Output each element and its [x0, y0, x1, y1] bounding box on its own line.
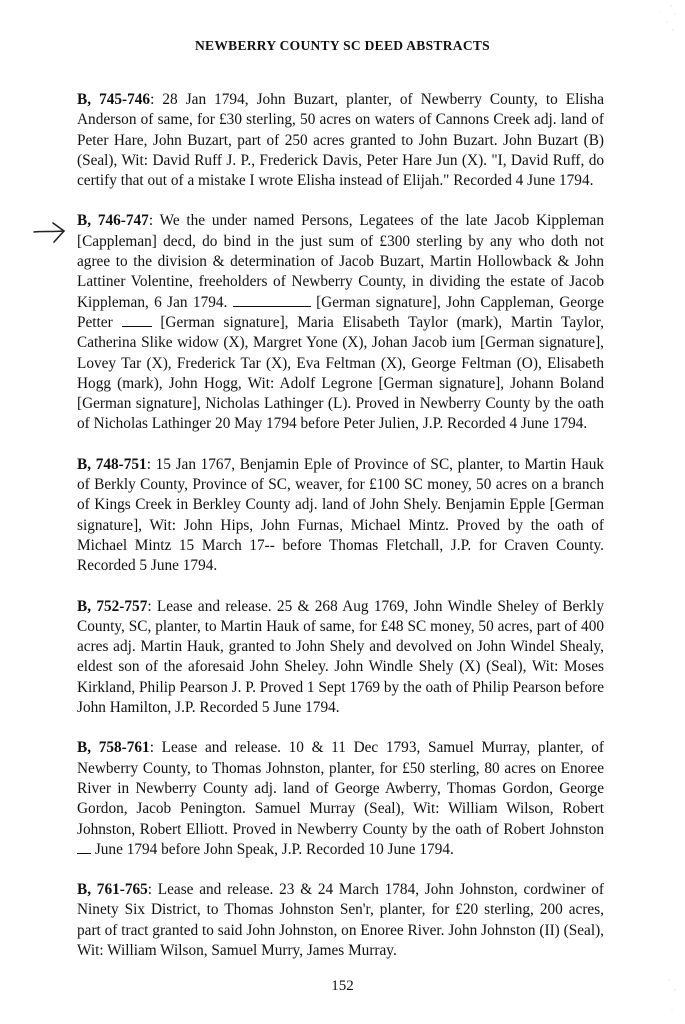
- deed-entry: [77, 90, 604, 191]
- deed-text: June 1794 before John Speak, J.P. Recorded 10 June 1794.: [91, 840, 454, 858]
- blank-line: [233, 294, 311, 307]
- deed-text: : Lease and release. 23 & 24 March 1784, John Johnston, cordwiner of Ninety Six District, to Thomas Johnston Sen'r, planter, for £20 sterling, 200 acres, part of tract granted to said John Johnston, on Enoree River. John Johnston (II) (Seal), Wit: William Wilson, Samuel Murry, James Murray.: [77, 881, 604, 959]
- deed-reference: B, 758-761: [77, 739, 150, 757]
- deed-reference: B, 745-746: [77, 91, 151, 108]
- scan-edge-noise: [649, 0, 679, 1024]
- page-title: NEWBERRY COUNTY SC DEED ABSTRACTS: [195, 38, 490, 53]
- blank-line: [77, 841, 91, 854]
- deed-text: : We the under named Persons, Legatees of the late Jacob Kippleman [Cappleman] decd, do bind in the just sum of £300 sterling by any who doth not agree to the division & determination of Jacob Buzart, Martin Hollowback & John Lattiner Volentine, freeholders of Newberry County, in dividing the estate of Jacob Kippleman, 6 Jan 1794.: [77, 212, 604, 311]
- page-number: 152: [331, 978, 354, 994]
- blank-line: [122, 314, 152, 327]
- deed-reference: B, 752-757: [77, 597, 148, 615]
- deed-abstracts: [77, 90, 604, 981]
- deed-text: : Lease and release. 25 & 268 Aug 1769, John Windle Sheley of Berkly County, SC, planter, to Martin Hauk of same, for £48 SC money, 50 acres, part of 400 acres adj. Martin Hauk, granted to John Shely and devolved on John Windel Shealy, eldest son of the aforesaid John Sheley. John Windle Shely (X) (Seal), Wit: Moses Kirkland, Philip Pearson J. P. Proved 1 Sept 1769 by the oath of Philip Pearson before John Hamilton, J.P. Recorded 5 June 1794.: [77, 597, 604, 717]
- deed-text: : 15 Jan 1767, Benjamin Eple of Province of SC, planter, to Martin Hauk of Berkly County, Province of SC, weaver, for £100 SC money, 50 acres on a branch of Kings Creek in Berkley County adj. land of John Shely. Benjamin Epple [German signature], Wit: John Hips, John Furnas, Michael Mintz. Proved by the oath of Michael Mintz 15 March 17-- before Thomas Fletchall, J.P. for Craven County. Recorded 5 June 1794.: [77, 455, 604, 575]
- deed-entry: [77, 211, 604, 434]
- deed-text: : 28 Jan 1794, John Buzart, planter, of Newberry County, to Elisha Anderson of same, for £30 sterling, 50 acres on waters of Cannons Creek adj. land of Peter Hare, John Buzart, part of 250 acres granted to John Buzart. John Buzart (B) (Seal), Wit: David Ruff J. P., Frederick Davis, Peter Hare Jun (X). "I, David Ruff, do certify that out of a mistake I wrote Elisha instead of Elijah." Recorded 4 June 1794.: [77, 91, 604, 190]
- deed-reference: B, 761-765: [77, 881, 148, 899]
- deed-text: : Lease and release. 10 & 11 Dec 1793, Samuel Murray, planter, of Newberry County, to Thomas Johnston, planter, for £50 sterling, 80 acres on Enoree River in Newberry County adj. land of George Awberry, Thomas Gordon, George Gordon, Jacob Penington. Samuel Murray (Seal), Wit: William Wilson, Robert Johnston, Robert Elliott. Proved in Newberry County by the oath of Robert Johnston: [77, 739, 604, 838]
- deed-entry: [77, 880, 604, 961]
- deed-reference: B, 748-751: [77, 455, 147, 473]
- deed-text: [German signature], John Cappleman, George Petter: [77, 293, 604, 331]
- deed-entry: [77, 738, 604, 860]
- deed-text: [German signature], Maria Elisabeth Taylor (mark), Martin Taylor, Catherina Slike widow (X), Margret Yone (X), Johan Jacob ium [German signature], Lovey Tar (X), Frederick Tar (X), Eva Feltman (X), George Feltman (O), Elisabeth Hogg (mark), John Hogg, Wit: Adolf Legrone [German signature], Johann Boland [German signature], Nicholas Lathinger (L). Proved in Newberry County by the oath of Nicholas Lathinger 20 May 1794 before Peter Julien, J.P. Recorded 4 June 1794.: [77, 313, 604, 433]
- deed-entry: [77, 455, 604, 577]
- deed-entry: [77, 597, 604, 719]
- handwritten-arrow-icon: [33, 218, 67, 246]
- deed-reference: B, 746-747: [77, 212, 149, 230]
